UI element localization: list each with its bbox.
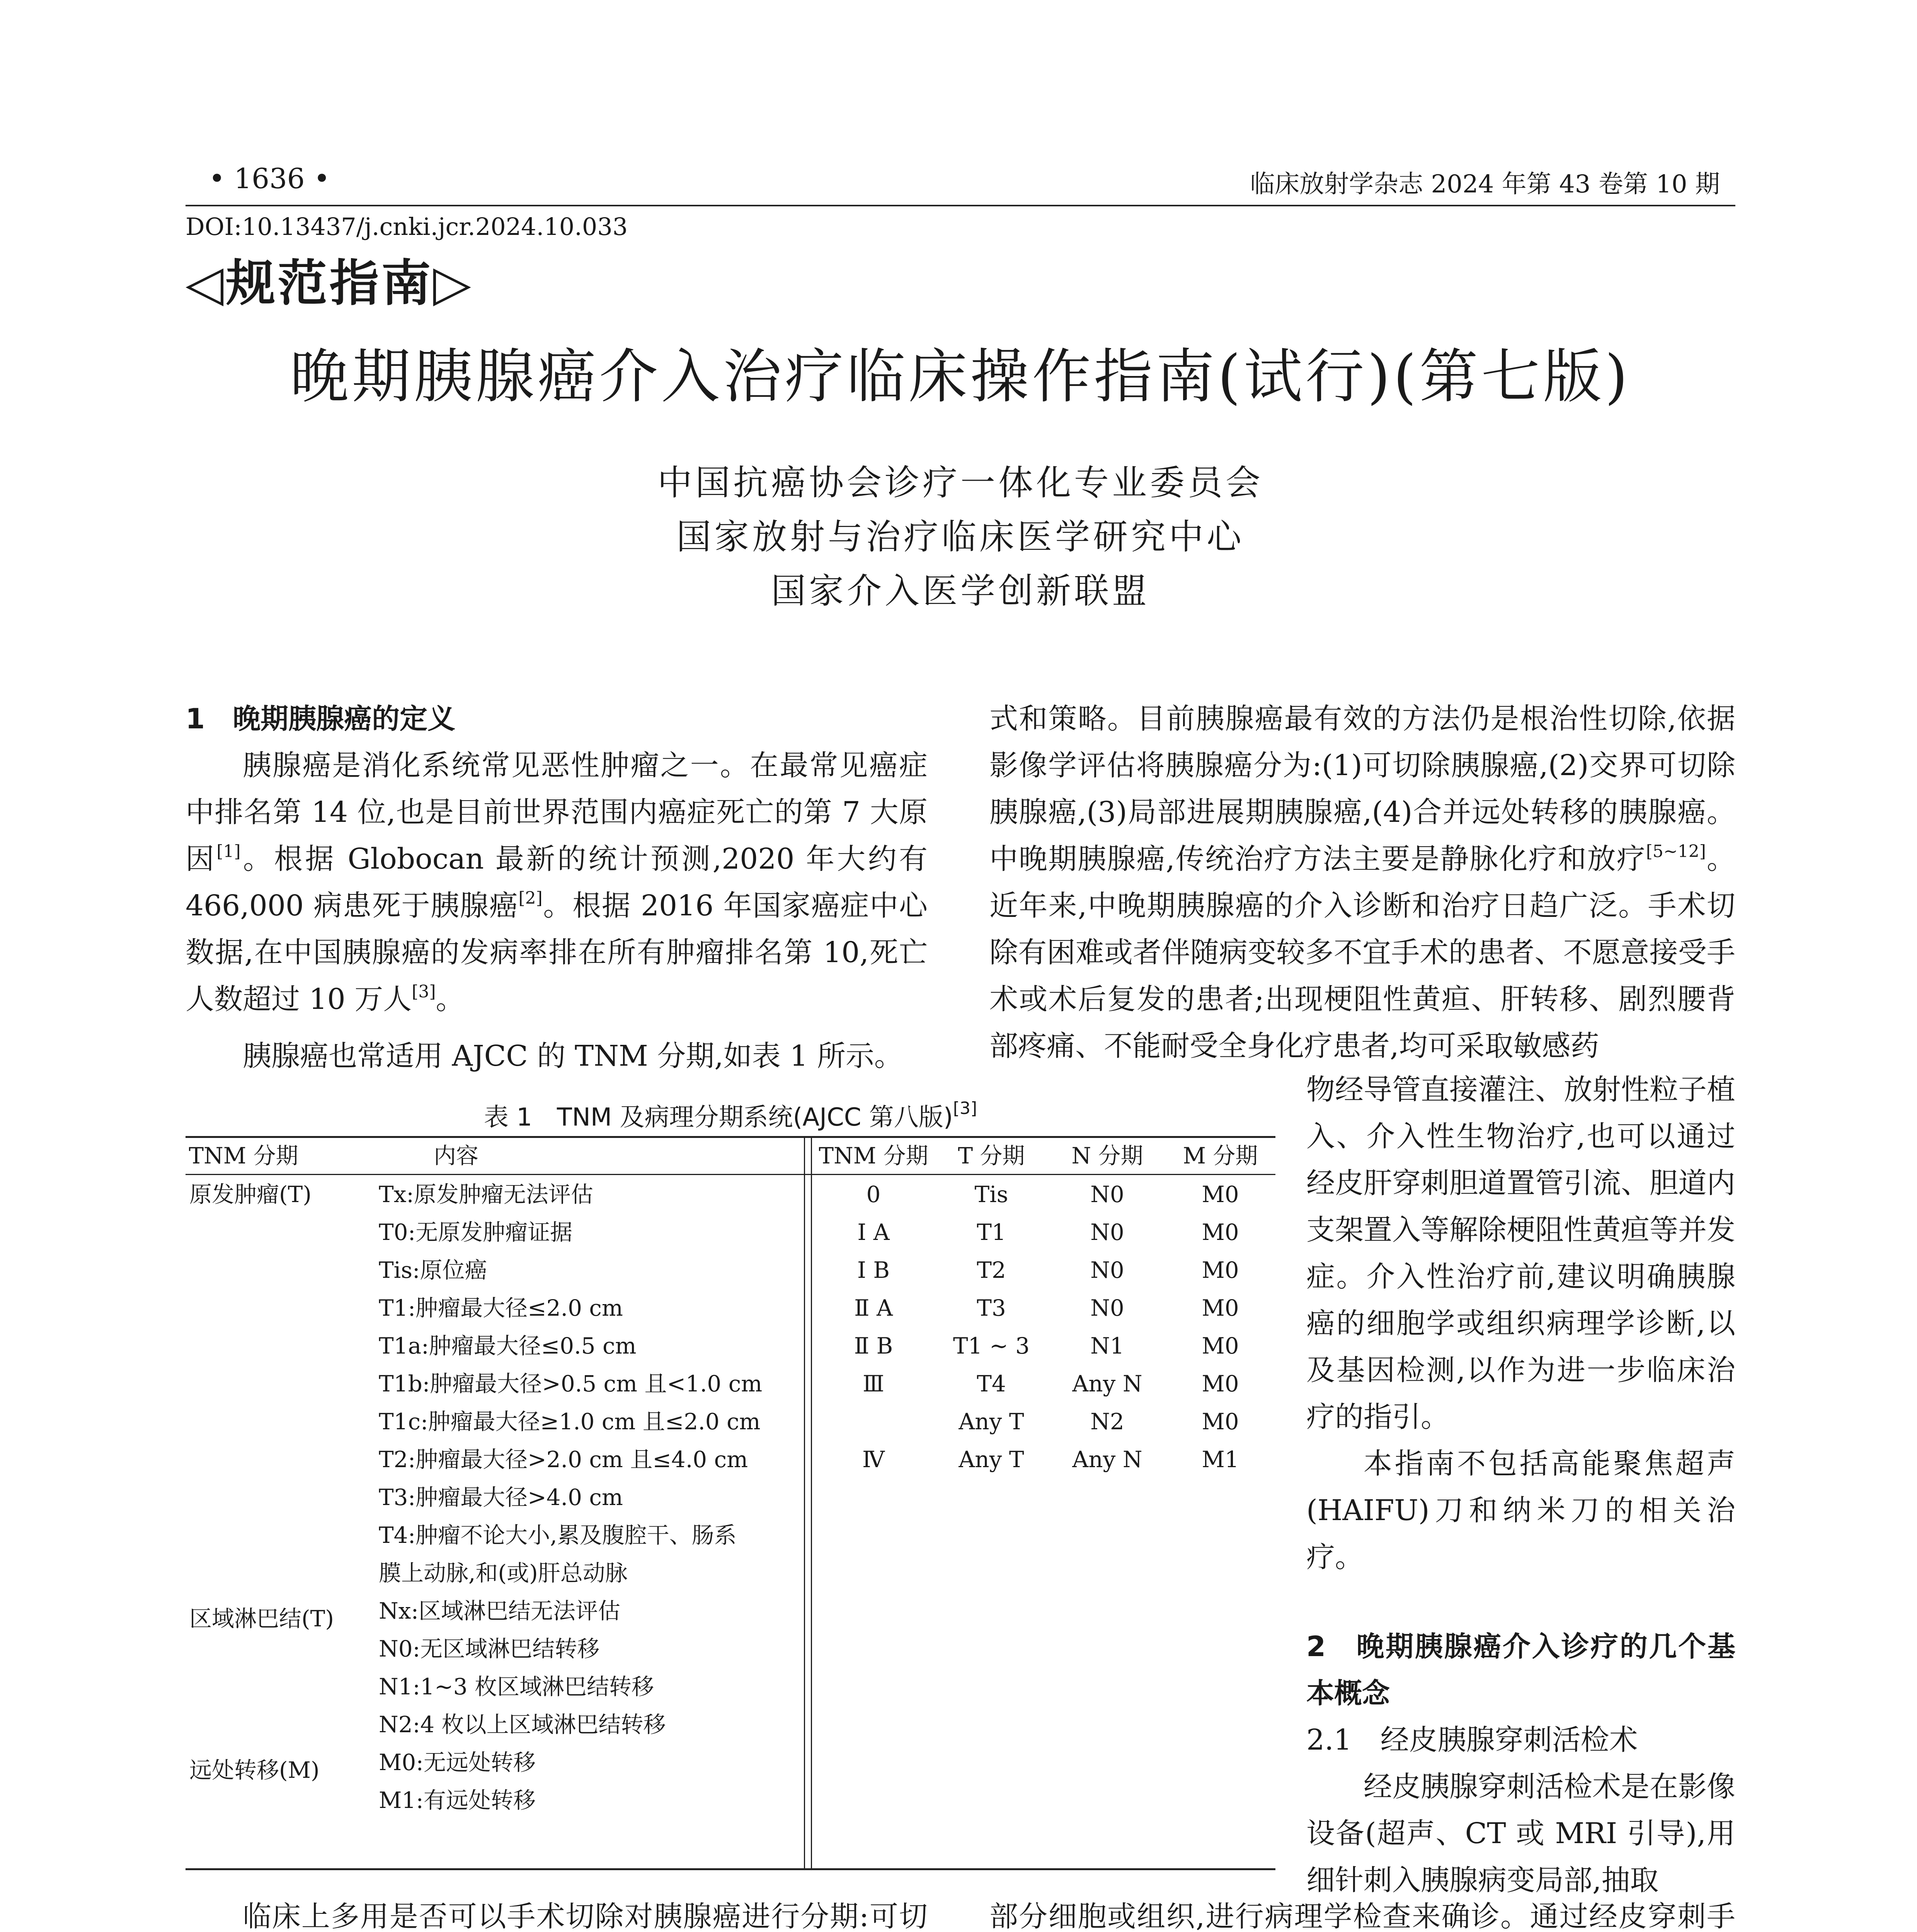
table-content-cell: T0:无原发肿瘤证据 [379, 1219, 573, 1245]
table-stage-cell: M0 [1202, 1219, 1239, 1245]
table-stage-cell: N1 [1090, 1333, 1124, 1359]
table-content-cell: N2:4 枚以上区域淋巴结转移 [379, 1711, 666, 1738]
table-content-cell: T1:肿瘤最大径≤2.0 cm [379, 1295, 623, 1321]
table-stage-cell: T3 [977, 1295, 1006, 1321]
table-stage-cell: N2 [1090, 1408, 1124, 1435]
section-tag: ◁规范指南▷ [186, 255, 473, 312]
left-column-lower [186, 1893, 928, 1932]
table-content-cell: T1c:肿瘤最大径≥1.0 cm 且≤2.0 cm [379, 1408, 761, 1435]
citation[interactable]: [3] [953, 1099, 977, 1118]
table-stage-cell: M0 [1202, 1371, 1239, 1397]
table-content-cell: Tis:原位癌 [379, 1257, 487, 1283]
table-stage-cell: Ⅰ A [857, 1219, 890, 1245]
table-content-cell: N0:无区域淋巴结转移 [379, 1636, 600, 1662]
table-stage-cell: M0 [1202, 1333, 1239, 1359]
page-number: • 1636 • [209, 162, 330, 195]
citation[interactable]: [2] [518, 888, 543, 908]
table-group-label: 原发肿瘤(T) [189, 1181, 312, 1208]
table-header-cell: 内容 [433, 1143, 478, 1169]
table-divider [804, 1136, 805, 1870]
affiliation-2: 国家放射与治疗临床医学研究中心 [676, 517, 1245, 557]
table-bottom-rule [186, 1868, 1275, 1870]
table-stage-cell: M0 [1202, 1181, 1239, 1208]
table-content-cell: T1b:肿瘤最大径>0.5 cm 且<1.0 cm [379, 1371, 763, 1397]
table-stage-cell: Any N [1072, 1371, 1142, 1397]
table-stage-cell: 0 [866, 1181, 881, 1208]
paragraph: 部分细胞或组织,进行病理学检查来确诊。通过经皮穿刺手 [989, 1900, 1735, 1932]
table-content-cell: M1:有远处转移 [379, 1787, 536, 1813]
affiliation-1: 中国抗癌协会诊疗一体化专业委员会 [657, 463, 1263, 503]
paragraph: 胰腺癌也常适用 AJCC 的 TNM 分期,如表 1 所示。 [243, 1039, 903, 1073]
table-content-cell: M0:无远处转移 [379, 1749, 536, 1776]
table-header-cell: TNM 分期 [189, 1143, 298, 1169]
paragraph: 物经导管直接灌注、放射性粒子植入、介入性生物治疗,也可以通过经皮肝穿刺胆道置管引流、胆道内支架置入等解除梗阻性黄疸等并发症。介入性治疗前,建议明确胰腺癌的细胞学或组织病理学诊断,以及基因检测,以作为进一步临床治疗的指引。 [1306, 1073, 1735, 1434]
table-divider [811, 1136, 812, 1870]
table-stage-cell: Ⅱ B [854, 1333, 893, 1359]
table-stage-cell: T4 [977, 1371, 1006, 1397]
table-caption: 表 1 TNM 及病理分期系统(AJCC 第八版)[3] [484, 1099, 977, 1132]
table-stage-cell: N0 [1090, 1219, 1124, 1245]
table-content-cell: T4:肿瘤不论大小,累及腹腔干、肠系 [379, 1522, 737, 1548]
table-group-label: 区域淋巴结(T) [189, 1605, 334, 1632]
table-content-cell: Nx:区域淋巴结无法评估 [379, 1598, 621, 1624]
paragraph: 式和策略。目前胰腺癌最有效的方法仍是根治性切除,依据影像学评估将胰腺癌分为:(1)可切除胰腺癌,(2)交界可切除胰腺癌,(3)局部进展期胰腺癌,(4)合并远处转移的胰腺癌。中晚期胰腺癌,传统治疗方法主要是静脉化疗和放疗[5~12]。近年来,中晚期胰腺癌的介入诊断和治疗日趋广泛。手术切除有困难或者伴随病变较多不宜手术的患者、不愿意接受手术或术后复发的患者;出现梗阻性黄疸、肝转移、剧烈腰背部疼痛、不能耐受全身化疗患者,均可采取敏感药 [989, 702, 1735, 1063]
table-stage-cell: Any N [1072, 1446, 1142, 1473]
table-header-cell: M 分期 [1183, 1143, 1258, 1169]
table-header-cell: TNM 分期 [819, 1143, 928, 1169]
paragraph: 临床上多用是否可以手术切除对胰腺癌进行分期:可切 [243, 1900, 928, 1932]
table-stage-cell: Ⅲ [863, 1371, 884, 1397]
paragraph: 本指南不包括高能聚焦超声(HAIFU)刀和纳米刀的相关治疗。 [1306, 1447, 1735, 1574]
table-content-cell: 膜上动脉,和(或)肝总动脉 [379, 1560, 628, 1586]
article-title: 晚期胰腺癌介入治疗临床操作指南(试行)(第七版) [290, 342, 1631, 411]
table-stage-cell: M0 [1202, 1257, 1239, 1283]
table-content-cell: N1:1~3 枚区域淋巴结转移 [379, 1673, 654, 1700]
table-content-cell: Tx:原发肿瘤无法评估 [379, 1181, 593, 1208]
doi[interactable]: DOI:10.13437/j.cnki.jcr.2024.10.033 [186, 213, 628, 241]
right-column-lower [989, 1893, 1735, 1932]
paragraph: 经皮胰腺穿刺活检术是在影像设备(超声、CT 或 MRI 引导),用细针刺入胰腺病变局部,抽取 [1306, 1770, 1735, 1897]
table-content-cell: T3:肿瘤最大径>4.0 cm [379, 1484, 623, 1510]
table-stage-cell: N0 [1090, 1181, 1124, 1208]
table-stage-cell: Ⅳ [862, 1446, 885, 1473]
table-header-cell: T 分期 [958, 1143, 1025, 1169]
journal-info: 临床放射学杂志 2024 年第 43 卷第 10 期 [1250, 170, 1720, 199]
table-stage-cell: T2 [977, 1257, 1006, 1283]
header-rule [186, 205, 1735, 206]
section-2-heading: 2 晚期胰腺癌介入诊疗的几个基本概念 [1306, 1630, 1735, 1709]
table-stage-cell: N0 [1090, 1257, 1124, 1283]
right-column-upper [989, 696, 1735, 1070]
paragraph: 胰腺癌是消化系统常见恶性肿瘤之一。在最常见癌症中排名第 14 位,也是目前世界范围内癌症死亡的第 7 大原因[1]。根据 Globocan 最新的统计预测,2020 年大约有 466,000 病患死于胰腺癌[2]。根据 2016 年国家癌症中心数据,在中国胰腺癌的发病率排在所有肿瘤排名第 10,死亡人数超过 10 万人[3]。 [186, 749, 928, 1016]
table-stage-cell: Any T [958, 1408, 1024, 1435]
tnm-table [186, 1136, 1275, 1870]
table-stage-cell: Ⅰ B [857, 1257, 890, 1283]
table-stage-cell: N0 [1090, 1295, 1124, 1321]
section-1-heading: 1 晚期胰腺癌的定义 [186, 702, 456, 735]
table-stage-cell: Any T [958, 1446, 1024, 1473]
affiliation-3: 国家介入医学创新联盟 [771, 571, 1150, 611]
table-stage-cell: Ⅱ A [854, 1295, 893, 1321]
citation[interactable]: [1] [216, 842, 241, 861]
table-header-cell: N 分期 [1071, 1143, 1143, 1169]
left-column-upper [186, 696, 928, 1080]
table-group-label: 远处转移(M) [189, 1757, 320, 1783]
right-column-narrow [1306, 1066, 1735, 1904]
table-content-cell: T2:肿瘤最大径>2.0 cm 且≤4.0 cm [379, 1446, 748, 1473]
citation[interactable]: [3] [412, 982, 436, 1002]
table-stage-cell: M1 [1202, 1446, 1239, 1473]
table-stage-cell: M0 [1202, 1408, 1239, 1435]
table-stage-cell: T1 ~ 3 [953, 1333, 1030, 1359]
table-stage-cell: M0 [1202, 1295, 1239, 1321]
table-stage-cell: Tis [974, 1181, 1008, 1208]
section-2-1-heading: 2.1 经皮胰腺穿刺活检术 [1306, 1723, 1638, 1757]
table-stage-cell: T1 [977, 1219, 1006, 1245]
citation[interactable]: [5~12] [1646, 842, 1706, 861]
table-content-cell: T1a:肿瘤最大径≤0.5 cm [379, 1333, 637, 1359]
